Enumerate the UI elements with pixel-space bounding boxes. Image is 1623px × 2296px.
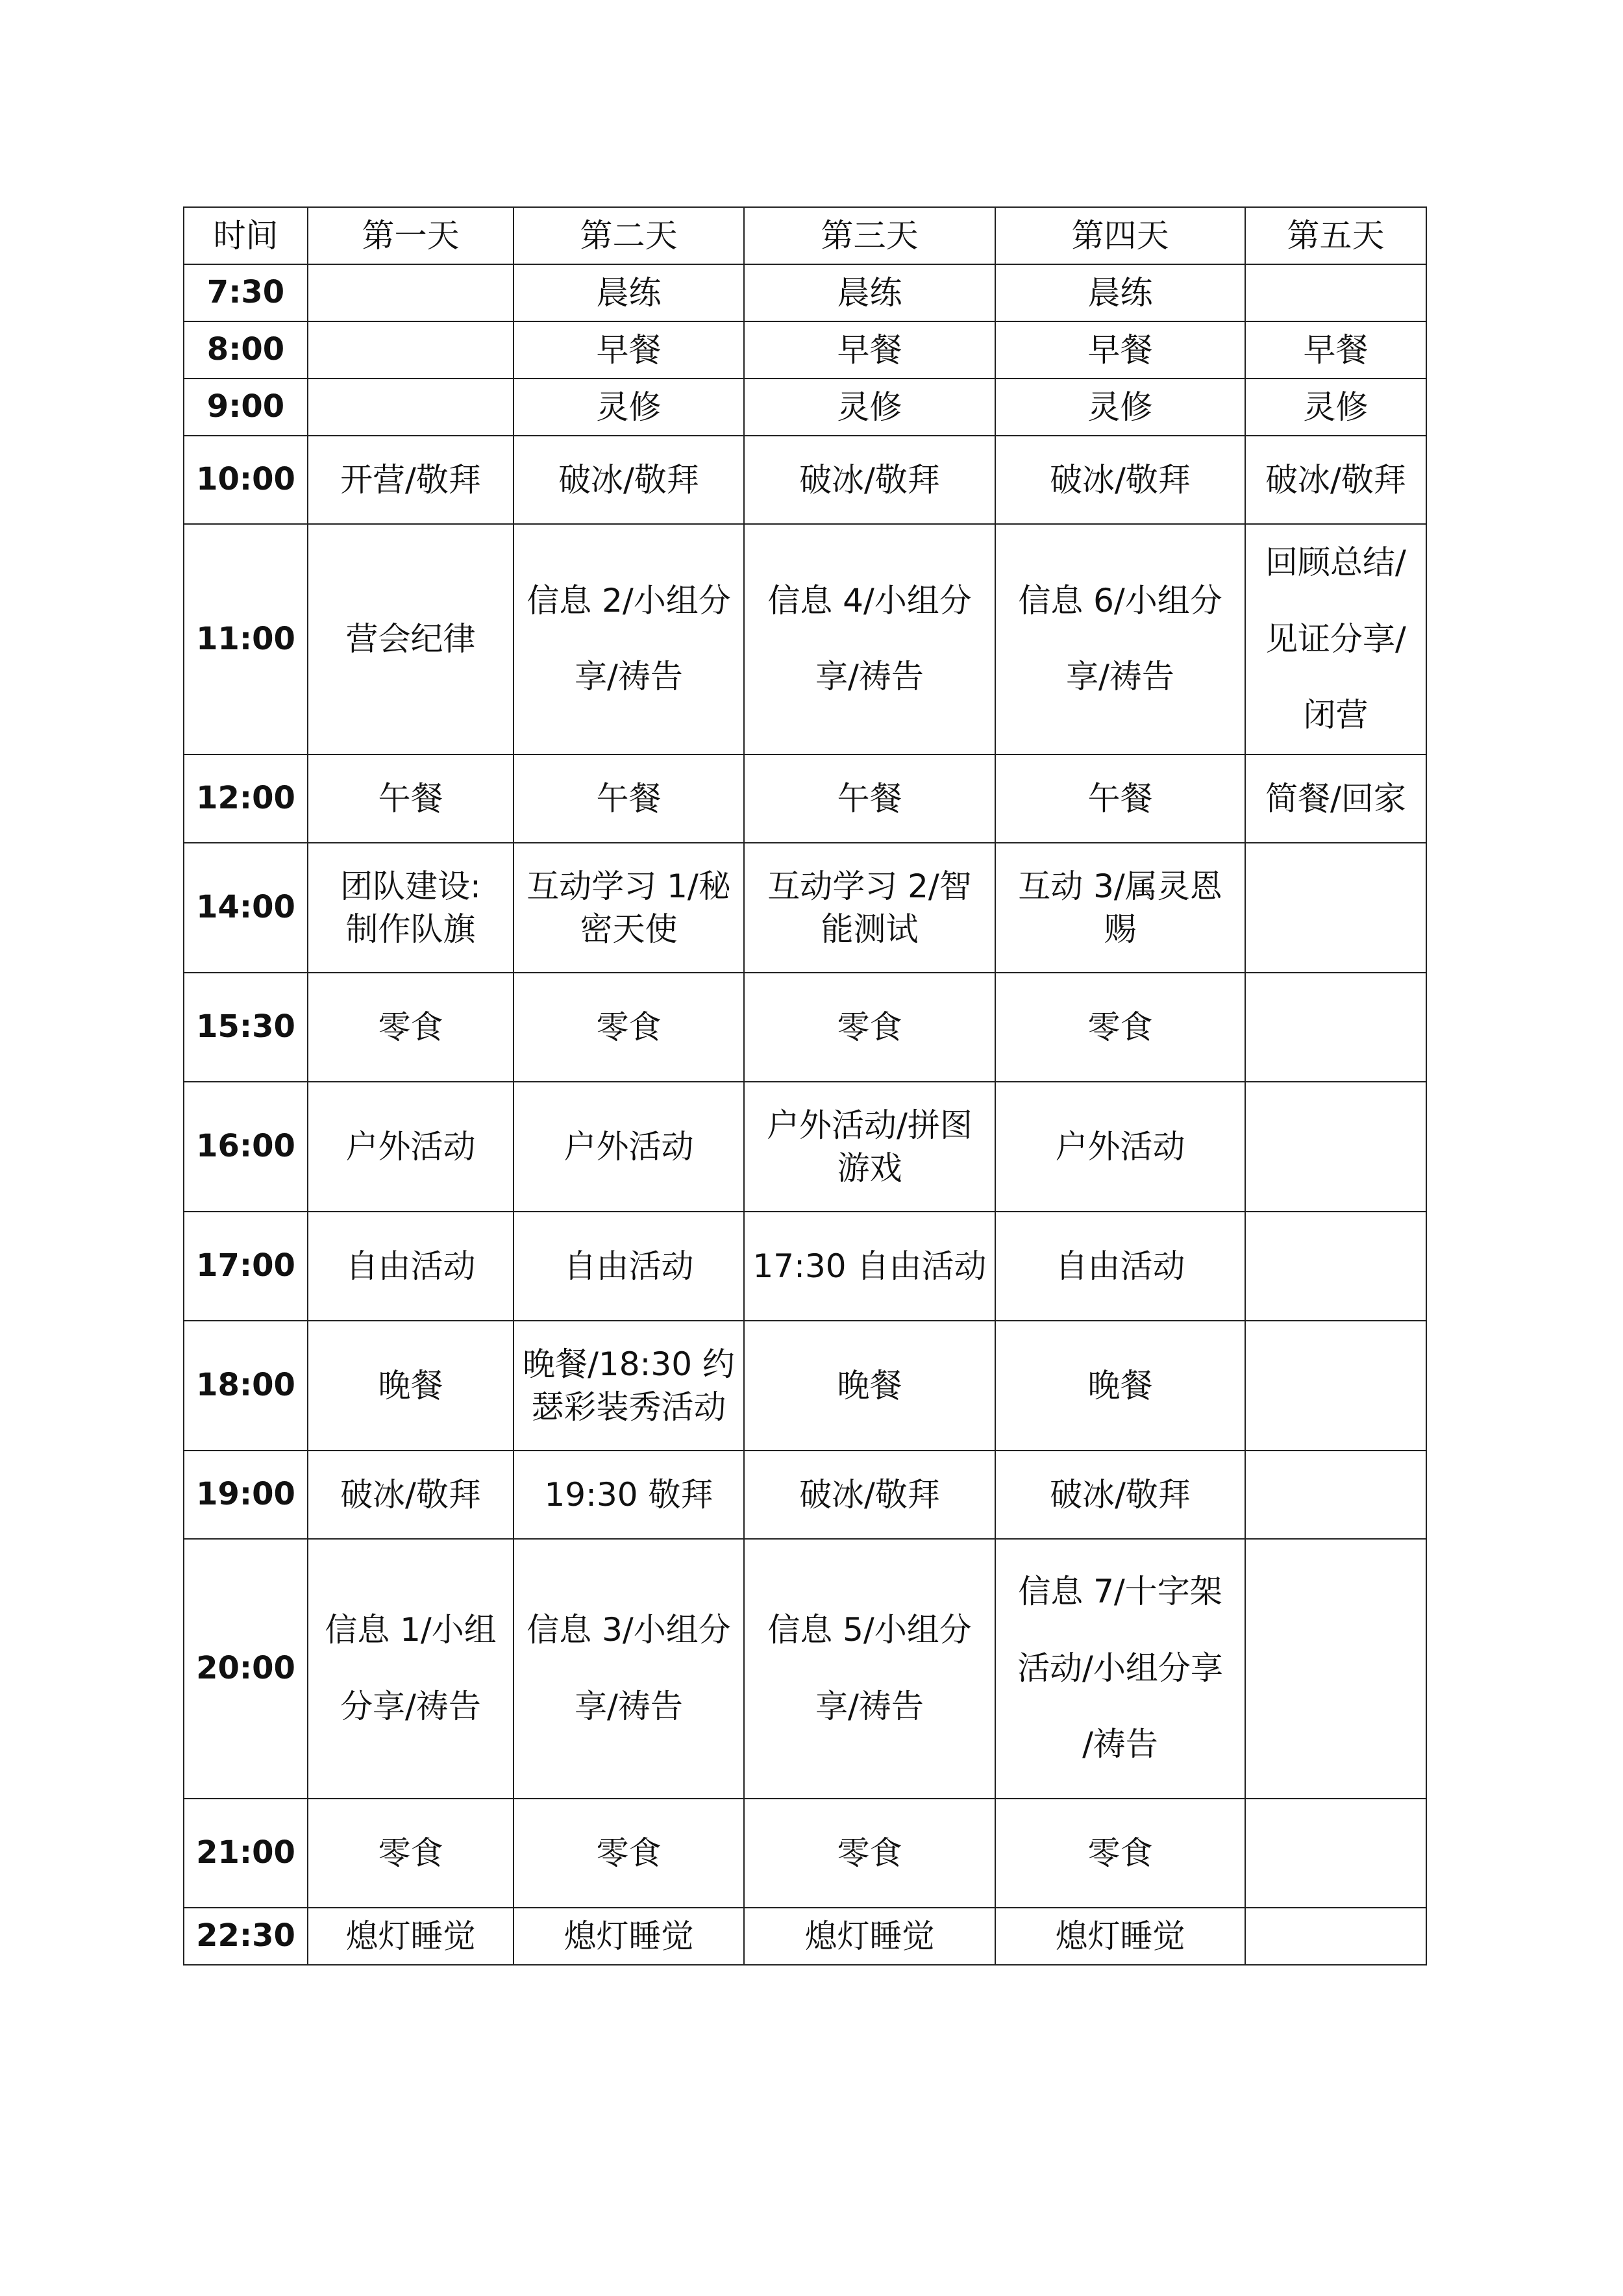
activity-cell-day-3: 晚餐 (744, 1321, 995, 1451)
activity-cell-day-1: 开营/敬拜 (308, 436, 514, 524)
activity-cell-day-4: 早餐 (995, 321, 1245, 379)
time-cell: 8:00 (184, 321, 308, 379)
time-cell: 21:00 (184, 1799, 308, 1908)
activity-cell-day-2: 灵修 (514, 379, 744, 436)
schedule-row (184, 1799, 1426, 1908)
schedule-row (184, 1212, 1426, 1321)
activity-cell-day-4: 破冰/敬拜 (995, 436, 1245, 524)
activity-cell-day-4: 零食 (995, 1799, 1245, 1908)
schedule-row (184, 264, 1426, 321)
activity-cell-day-3: 熄灯睡觉 (744, 1908, 995, 1965)
header-day-1: 第一天 (308, 207, 514, 264)
time-cell: 10:00 (184, 436, 308, 524)
activity-cell-day-4: 互动 3/属灵恩 赐 (995, 843, 1245, 973)
activity-cell-day-1: 营会纪律 (308, 524, 514, 755)
activity-cell-day-5 (1245, 1212, 1426, 1321)
activity-cell-day-4: 信息 7/十字架 活动/小组分享 /祷告 (995, 1539, 1245, 1799)
activity-cell-day-4: 零食 (995, 973, 1245, 1082)
header-day-2: 第二天 (514, 207, 744, 264)
activity-cell-day-5 (1245, 1799, 1426, 1908)
header-day-3: 第三天 (744, 207, 995, 264)
activity-cell-day-1: 午餐 (308, 755, 514, 843)
schedule-row (184, 524, 1426, 755)
activity-cell-day-3: 零食 (744, 973, 995, 1082)
activity-cell-day-2: 互动学习 1/秘 密天使 (514, 843, 744, 973)
activity-cell-day-1: 零食 (308, 1799, 514, 1908)
schedule-row (184, 321, 1426, 379)
activity-cell-day-1: 团队建设: 制作队旗 (308, 843, 514, 973)
activity-cell-day-3: 互动学习 2/智 能测试 (744, 843, 995, 973)
time-cell: 7:30 (184, 264, 308, 321)
activity-cell-day-2: 午餐 (514, 755, 744, 843)
schedule-row (184, 1321, 1426, 1451)
activity-cell-day-3: 灵修 (744, 379, 995, 436)
activity-cell-day-5: 破冰/敬拜 (1245, 436, 1426, 524)
schedule-row (184, 379, 1426, 436)
activity-cell-day-2: 破冰/敬拜 (514, 436, 744, 524)
activity-cell-day-5 (1245, 264, 1426, 321)
activity-cell-day-1: 破冰/敬拜 (308, 1451, 514, 1539)
activity-cell-day-3: 晨练 (744, 264, 995, 321)
activity-cell-day-4: 信息 6/小组分 享/祷告 (995, 524, 1245, 755)
schedule-row (184, 436, 1426, 524)
activity-cell-day-4: 破冰/敬拜 (995, 1451, 1245, 1539)
schedule-row (184, 1908, 1426, 1965)
header-time: 时间 (184, 207, 308, 264)
activity-cell-day-4: 晨练 (995, 264, 1245, 321)
time-cell: 15:30 (184, 973, 308, 1082)
schedule-row (184, 973, 1426, 1082)
header-day-4: 第四天 (995, 207, 1245, 264)
activity-cell-day-3: 破冰/敬拜 (744, 436, 995, 524)
activity-cell-day-1 (308, 321, 514, 379)
activity-cell-day-4: 午餐 (995, 755, 1245, 843)
activity-cell-day-4: 灵修 (995, 379, 1245, 436)
activity-cell-day-2: 信息 2/小组分 享/祷告 (514, 524, 744, 755)
time-cell: 22:30 (184, 1908, 308, 1965)
time-cell: 18:00 (184, 1321, 308, 1451)
activity-cell-day-4: 晚餐 (995, 1321, 1245, 1451)
header-row (184, 207, 1426, 264)
activity-cell-day-2: 19:30 敬拜 (514, 1451, 744, 1539)
activity-cell-day-1: 户外活动 (308, 1082, 514, 1212)
header-day-5: 第五天 (1245, 207, 1426, 264)
activity-cell-day-3: 破冰/敬拜 (744, 1451, 995, 1539)
schedule-row (184, 1539, 1426, 1799)
schedule-row (184, 843, 1426, 973)
activity-cell-day-2: 晨练 (514, 264, 744, 321)
activity-cell-day-5: 灵修 (1245, 379, 1426, 436)
activity-cell-day-5 (1245, 973, 1426, 1082)
time-cell: 14:00 (184, 843, 308, 973)
schedule-row (184, 1082, 1426, 1212)
time-cell: 16:00 (184, 1082, 308, 1212)
activity-cell-day-3: 信息 5/小组分 享/祷告 (744, 1539, 995, 1799)
activity-cell-day-1: 自由活动 (308, 1212, 514, 1321)
activity-cell-day-2: 晚餐/18:30 约 瑟彩装秀活动 (514, 1321, 744, 1451)
time-cell: 17:00 (184, 1212, 308, 1321)
activity-cell-day-1: 信息 1/小组 分享/祷告 (308, 1539, 514, 1799)
time-cell: 11:00 (184, 524, 308, 755)
time-cell: 9:00 (184, 379, 308, 436)
activity-cell-day-2: 信息 3/小组分 享/祷告 (514, 1539, 744, 1799)
activity-cell-day-1: 晚餐 (308, 1321, 514, 1451)
schedule-table (183, 206, 1427, 1965)
activity-cell-day-5: 回顾总结/ 见证分享/ 闭营 (1245, 524, 1426, 755)
activity-cell-day-1 (308, 379, 514, 436)
activity-cell-day-3: 信息 4/小组分 享/祷告 (744, 524, 995, 755)
activity-cell-day-4: 熄灯睡觉 (995, 1908, 1245, 1965)
activity-cell-day-2: 自由活动 (514, 1212, 744, 1321)
activity-cell-day-4: 自由活动 (995, 1212, 1245, 1321)
activity-cell-day-2: 零食 (514, 973, 744, 1082)
schedule-row (184, 1451, 1426, 1539)
activity-cell-day-2: 零食 (514, 1799, 744, 1908)
activity-cell-day-3: 17:30 自由活动 (744, 1212, 995, 1321)
time-cell: 12:00 (184, 755, 308, 843)
activity-cell-day-2: 熄灯睡觉 (514, 1908, 744, 1965)
activity-cell-day-3: 零食 (744, 1799, 995, 1908)
activity-cell-day-3: 早餐 (744, 321, 995, 379)
activity-cell-day-5 (1245, 1908, 1426, 1965)
activity-cell-day-5 (1245, 843, 1426, 973)
activity-cell-day-2: 早餐 (514, 321, 744, 379)
activity-cell-day-1: 零食 (308, 973, 514, 1082)
activity-cell-day-5 (1245, 1451, 1426, 1539)
activity-cell-day-5: 简餐/回家 (1245, 755, 1426, 843)
activity-cell-day-5 (1245, 1539, 1426, 1799)
activity-cell-day-5 (1245, 1082, 1426, 1212)
activity-cell-day-5: 早餐 (1245, 321, 1426, 379)
activity-cell-day-1: 熄灯睡觉 (308, 1908, 514, 1965)
activity-cell-day-2: 户外活动 (514, 1082, 744, 1212)
activity-cell-day-5 (1245, 1321, 1426, 1451)
time-cell: 20:00 (184, 1539, 308, 1799)
schedule-row (184, 755, 1426, 843)
activity-cell-day-1 (308, 264, 514, 321)
activity-cell-day-3: 午餐 (744, 755, 995, 843)
time-cell: 19:00 (184, 1451, 308, 1539)
activity-cell-day-3: 户外活动/拼图 游戏 (744, 1082, 995, 1212)
activity-cell-day-4: 户外活动 (995, 1082, 1245, 1212)
